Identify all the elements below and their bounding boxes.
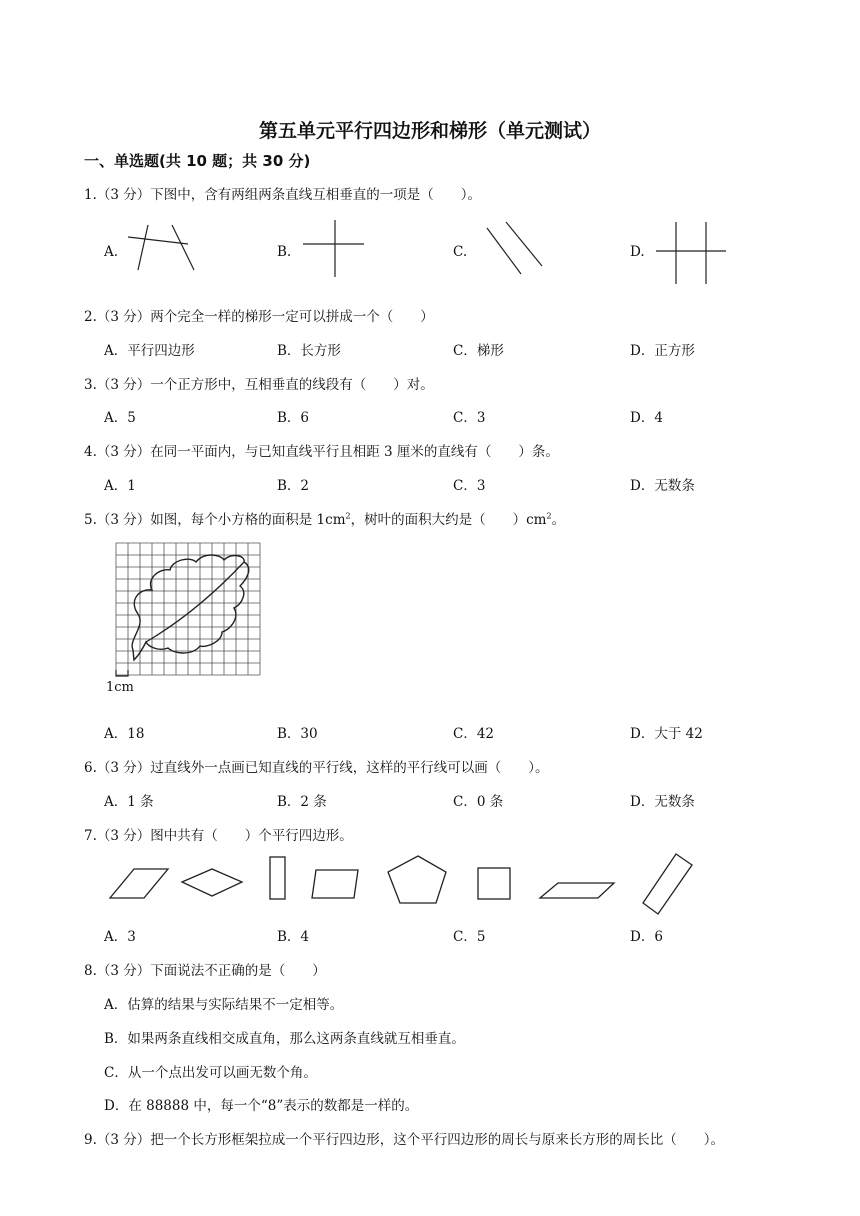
question-4-option-c: C．3 [453, 478, 486, 494]
question-8-stem: 8.（3 分）下面说法不正确的是（ ） [84, 963, 326, 979]
question-2-option-c: C．梯形 [453, 343, 504, 359]
question-5-option-a: A．18 [104, 726, 145, 742]
q5-stem-c: 。 [551, 512, 566, 528]
shape-tilted-rectangle [643, 854, 692, 914]
question-6-option-a: A．1 条 [104, 794, 154, 810]
question-9-stem: 9.（3 分）把一个长方形框架拉成一个平行四边形，这个平行四边形的周长与原来长方形的周长比（ ）。 [84, 1132, 725, 1148]
question-3-option-d: D．4 [630, 410, 663, 426]
question-6-option-b: B．2 条 [277, 794, 327, 810]
shape-parallelogram-2 [540, 883, 614, 898]
question-4-option-a: A．1 [104, 478, 136, 494]
shape-square [478, 868, 510, 899]
q5-stem-b: ，树叶的面积大约是（ ）cm [350, 512, 547, 528]
question-4-option-d: D．无数条 [630, 478, 695, 494]
question-2-option-d: D．正方形 [630, 343, 695, 359]
q5-stem-a: 5.（3 分）如图，每个小方格的面积是 1cm [84, 512, 346, 528]
shape-trapezoid [312, 870, 358, 898]
question-3-option-b: B．6 [277, 410, 310, 426]
question-1-option-c: C. [453, 244, 468, 260]
question-7-option-d: D．6 [630, 929, 663, 945]
question-4-stem: 4.（3 分）在同一平面内，与已知直线平行且相距 3 厘米的直线有（ ）条。 [84, 444, 559, 460]
question-7-stem: 7.（3 分）图中共有（ ）个平行四边形。 [84, 828, 353, 844]
question-3-stem: 3.（3 分）一个正方形中，互相垂直的线段有（ ）对。 [84, 377, 434, 393]
question-6-stem: 6.（3 分）过直线外一点画已知直线的平行线，这样的平行线可以画（ ）。 [84, 760, 549, 776]
question-4-option-b: B．2 [277, 478, 310, 494]
question-8-statement-c: C．从一个点出发可以画无数个角。 [104, 1065, 317, 1081]
shape-rhombus [182, 869, 242, 896]
q5-sup-1: 2 [345, 511, 351, 521]
question-1-stem: 1.（3 分）下图中，含有两组两条直线互相垂直的一项是（ ）。 [84, 187, 482, 203]
question-7-option-c: C．5 [453, 929, 486, 945]
page-title: 第五单元平行四边形和梯形（单元测试） [258, 120, 601, 142]
q5-sup-2: 2 [546, 511, 552, 521]
shape-rectangle-tall [270, 857, 285, 899]
question-5-option-b: B．30 [277, 726, 318, 742]
shape-pentagon [388, 856, 446, 903]
question-3-option-c: C．3 [453, 410, 486, 426]
question-1-option-d: D. [630, 244, 645, 260]
section-heading: 一、单选题(共 10 题；共 30 分) [84, 152, 311, 170]
question-8-statement-a: A．估算的结果与实际结果不一定相等。 [104, 997, 344, 1013]
question-1-option-b: B. [277, 244, 292, 260]
shape-parallelogram-1 [110, 869, 168, 898]
question-5-option-d: D．大于 42 [630, 726, 703, 742]
question-7-option-b: B．4 [277, 929, 310, 945]
question-8-statement-d: D．在 88888 中，每一个“8”表示的数都是一样的。 [104, 1098, 419, 1114]
question-8-statement-b: B．如果两条直线相交成直角，那么这两条直线就互相垂直。 [104, 1031, 465, 1047]
question-1-option-a: A. [104, 244, 119, 260]
question-2-option-a: A．平行四边形 [104, 343, 195, 359]
question-3-option-a: A．5 [104, 410, 136, 426]
question-6-option-c: C．0 条 [453, 794, 504, 810]
leaf-scale-label: 1cm [106, 680, 134, 695]
question-5-option-c: C．42 [453, 726, 495, 742]
question-7-option-a: A．3 [104, 929, 136, 945]
question-2-option-b: B．长方形 [277, 343, 341, 359]
question-6-option-d: D．无数条 [630, 794, 695, 810]
question-2-stem: 2.（3 分）两个完全一样的梯形一定可以拼成一个（ ） [84, 309, 434, 325]
